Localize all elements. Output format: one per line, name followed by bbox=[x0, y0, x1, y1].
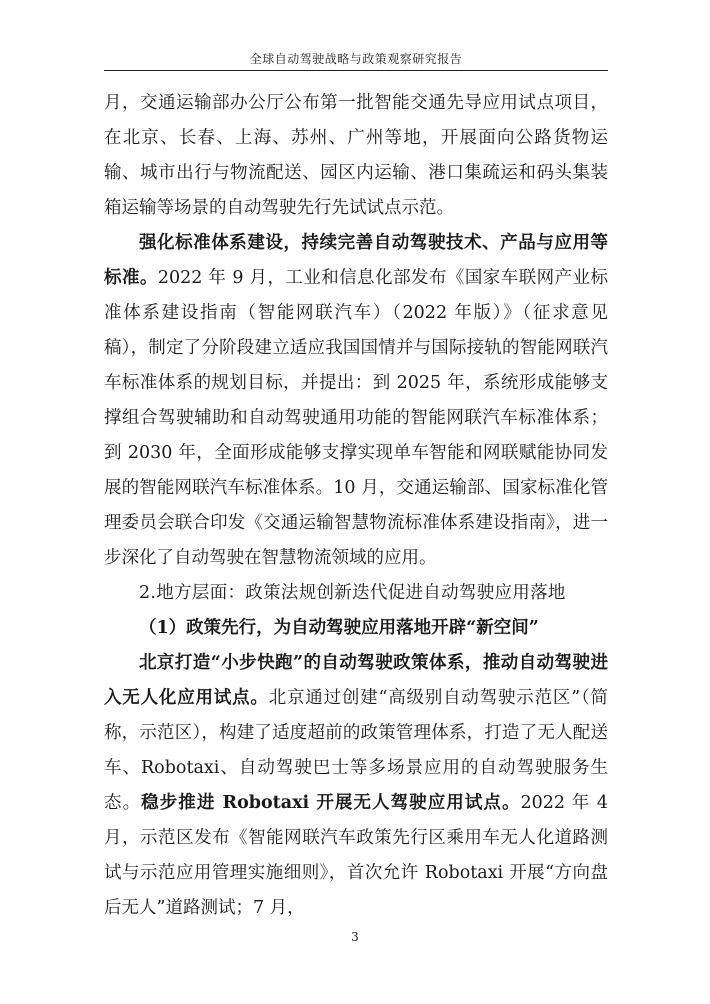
section-heading-local: 2.地方层面：政策法规创新迭代促进自动驾驶应用落地 bbox=[139, 583, 566, 603]
paragraph-robotaxi-lead: 稳步推进 Robotaxi 开展无人驾驶应用试点。 bbox=[141, 793, 521, 813]
subsection-heading-policy: （1）政策先行，为自动驾驶应用落地开辟“新空间” bbox=[139, 618, 539, 638]
running-header: 全球自动驾驶战略与政策观察研究报告 bbox=[249, 52, 463, 66]
page-body bbox=[104, 86, 608, 926]
paragraph-standards-text: 2022 年 9 月，工业和信息化部发布《国家车联网产业标准体系建设指南（智能网联汽车）（2022 年版）》（征求意见稿），制定了分阶段建立适应我国国情并与国际接轨的智能网联汽车标准体系的规划目标，并提出：到 2025 年，系统形成能够支撑组合驾驶辅助和自动驾驶通用功能的智能网联汽车标准体系；到 2030 年，全面形成能够支撑实现单车智能和网联赋能协同发展的智能网联汽车标准体系。10 月，交通运输部、国家标准化管理委员会联合印发《交通运输智慧物流标准体系建设指南》，进一步深化了自动驾驶在智慧物流领域的应用。 bbox=[104, 268, 608, 568]
paragraph-pilot-projects: 月，交通运输部办公厅公布第一批智能交通先导应用试点项目，在北京、长春、上海、苏州、广州等地，开展面向公路货物运输、城市出行与物流配送、园区内运输、港口集疏运和码头集装箱运输等场景的自动驾驶先行先试试点示范。 bbox=[104, 93, 608, 218]
paragraph-beijing bbox=[104, 646, 608, 926]
paragraph-standards bbox=[104, 226, 608, 576]
paragraph-beijing-text: 北京通过创建“高级别自动驾驶示范区”（简称，示范区），构建了适度超前的政策管理体系，打造了无人配送车、Robotaxi、自动驾驶巴士等多场景应用的自动驾驶服务生态。 bbox=[104, 688, 608, 813]
paragraph-beijing-lead: 北京打造“小步快跑”的自动驾驶政策体系，推动自动驾驶进入无人化应用试点。 bbox=[104, 653, 608, 708]
paragraph-robotaxi-text: 2022 年 4 月，示范区发布《智能网联汽车政策先行区乘用车无人化道路测试与示范应用管理实施细则》，首次允许 Robotaxi 开展“方向盘后无人”道路测试；7 月， bbox=[104, 793, 609, 918]
header-rule bbox=[104, 70, 608, 71]
page-number: 3 bbox=[351, 930, 359, 944]
paragraph-standards-lead: 强化标准体系建设，持续完善自动驾驶技术、产品与应用等标准。 bbox=[104, 233, 608, 288]
